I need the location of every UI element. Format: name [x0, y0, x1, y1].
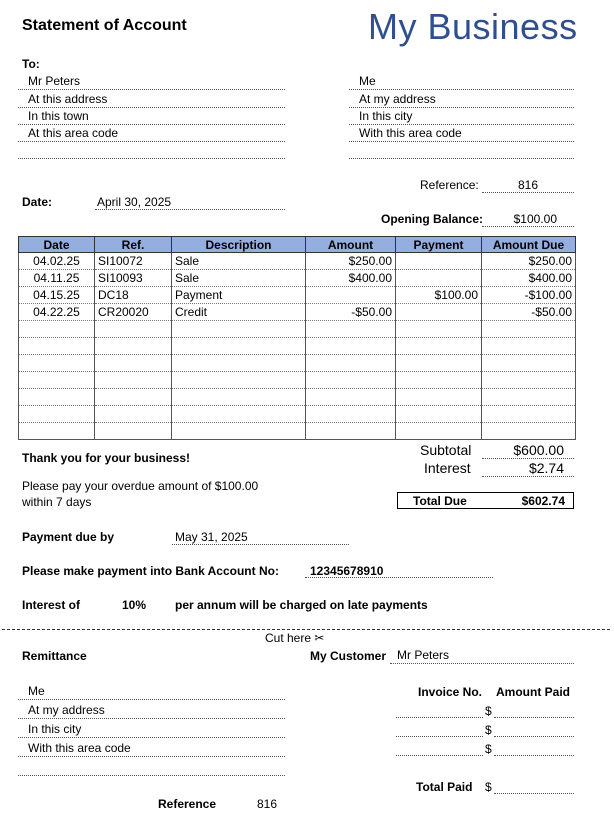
total-paid-label: Total Paid	[416, 780, 473, 794]
opening-balance-value: $100.00	[513, 212, 557, 226]
payment-due-label: Payment due by	[22, 530, 115, 544]
total-due-value: $602.74	[521, 494, 565, 508]
column-header-date: Date	[19, 237, 95, 253]
cell-amount-due: -$100.00	[482, 287, 576, 304]
table-header-row	[19, 237, 576, 253]
cell-payment	[396, 406, 482, 423]
column-header-description: Description	[172, 237, 306, 253]
overdue-message-line1: Please pay your overdue amount of $100.00	[22, 479, 259, 493]
table-row	[19, 355, 576, 372]
column-header-amount: Amount	[306, 237, 396, 253]
currency-symbol: $	[485, 780, 492, 794]
remittance-reference-label: Reference	[158, 797, 217, 811]
cell-amount	[306, 406, 396, 423]
cell-date	[19, 406, 95, 423]
column-header-ref: Ref.	[95, 237, 172, 253]
cell-date	[19, 338, 95, 355]
cell-amount	[306, 321, 396, 338]
cell-ref: DC18	[95, 287, 172, 304]
cell-date: 04.22.25	[19, 304, 95, 321]
cell-date	[19, 321, 95, 338]
interest-terms-label: Interest of	[22, 598, 81, 612]
subtotal-label: Subtotal	[420, 442, 472, 458]
cell-amount	[306, 338, 396, 355]
remittance-reference-value: 816	[257, 797, 278, 811]
customer-address-line: Mr Peters	[18, 73, 285, 90]
table-row	[19, 423, 576, 440]
cell-payment	[396, 253, 482, 270]
interest-rate: 10%	[122, 598, 147, 612]
amount-paid-header: Amount Paid	[496, 685, 570, 699]
currency-symbol: $	[485, 704, 492, 718]
bank-label: Please make payment into Bank Account No:	[22, 564, 279, 578]
cell-amount-due: $250.00	[482, 253, 576, 270]
table-row	[19, 338, 576, 355]
cell-date	[19, 355, 95, 372]
subtotal-value: $600.00	[513, 442, 564, 458]
remittance-address-line: With this area code	[18, 740, 285, 757]
business-logo-text: My Business	[368, 6, 578, 47]
column-header-amount-due: Amount Due	[482, 237, 576, 253]
table-row	[19, 304, 576, 321]
cell-payment	[396, 389, 482, 406]
cell-payment	[396, 304, 482, 321]
cell-date: 04.15.25	[19, 287, 95, 304]
currency-symbol: $	[485, 742, 492, 756]
cell-description	[172, 372, 306, 389]
cell-amount	[306, 372, 396, 389]
table-row	[19, 270, 576, 287]
to-label: To:	[22, 57, 40, 71]
cell-amount: -$50.00	[306, 304, 396, 321]
cell-description	[172, 321, 306, 338]
opening-balance-label: Opening Balance:	[381, 212, 484, 226]
invoice-no-header: Invoice No.	[418, 685, 483, 699]
column-header-payment: Payment	[396, 237, 482, 253]
cell-payment	[396, 321, 482, 338]
table-row	[19, 253, 576, 270]
cell-ref	[95, 389, 172, 406]
cell-payment	[396, 372, 482, 389]
table-row	[19, 321, 576, 338]
cell-date	[19, 372, 95, 389]
cell-payment: $100.00	[396, 287, 482, 304]
cell-ref	[95, 338, 172, 355]
date-value: April 30, 2025	[97, 195, 172, 209]
cell-amount-due	[482, 321, 576, 338]
cell-description: Payment	[172, 287, 306, 304]
date-label: Date:	[22, 195, 53, 209]
bank-account-number: 12345678910	[310, 564, 384, 578]
cell-payment	[396, 355, 482, 372]
reference-value: 816	[517, 178, 539, 192]
business-address-line: In this city	[349, 108, 574, 125]
currency-symbol: $	[485, 723, 492, 737]
interest-terms-text: per annum will be charged on late payments	[175, 598, 428, 612]
table-row	[19, 406, 576, 423]
overdue-message-line2: within 7 days	[22, 495, 92, 509]
cell-date: 04.02.25	[19, 253, 95, 270]
business-address-line: Me	[349, 73, 574, 90]
business-address-line: At my address	[349, 91, 574, 108]
cell-payment	[396, 423, 482, 440]
cell-description	[172, 406, 306, 423]
cut-line	[2, 629, 610, 630]
cell-amount: $400.00	[306, 270, 396, 287]
page-title: Statement of Account	[22, 17, 187, 34]
cell-amount-due: -$50.00	[482, 304, 576, 321]
cell-description: Sale	[172, 270, 306, 287]
my-customer-label: My Customer	[310, 649, 387, 663]
remittance-title: Remittance	[22, 649, 87, 663]
thank-you-message: Thank you for your business!	[22, 451, 191, 465]
cell-amount	[306, 389, 396, 406]
cell-date	[19, 389, 95, 406]
cell-ref	[95, 423, 172, 440]
cell-ref	[95, 372, 172, 389]
customer-address-line	[18, 142, 285, 159]
reference-label: Reference:	[420, 178, 479, 192]
remittance-address-line: At my address	[18, 702, 285, 719]
cell-ref: SI10072	[95, 253, 172, 270]
table-row	[19, 389, 576, 406]
cell-description	[172, 355, 306, 372]
cell-amount-due: $400.00	[482, 270, 576, 287]
cell-amount	[306, 287, 396, 304]
cell-amount-due	[482, 372, 576, 389]
cell-amount-due	[482, 406, 576, 423]
cell-amount-due	[482, 389, 576, 406]
interest-label: Interest	[424, 460, 471, 476]
cell-ref: SI10093	[95, 270, 172, 287]
customer-address-line: At this address	[18, 91, 285, 108]
cell-date: 04.11.25	[19, 270, 95, 287]
remittance-address-line: In this city	[18, 721, 285, 738]
remittance-address-line: Me	[18, 683, 285, 700]
transactions-table	[18, 236, 576, 440]
business-address-line: With this area code	[349, 125, 574, 142]
table-row	[19, 372, 576, 389]
my-customer-value: Mr Peters	[390, 647, 574, 664]
cut-here-label: Cut here ✂	[265, 631, 325, 645]
table-row	[19, 287, 576, 304]
cell-amount-due	[482, 423, 576, 440]
payment-due-value: May 31, 2025	[175, 530, 248, 544]
cell-ref	[95, 406, 172, 423]
cell-amount	[306, 355, 396, 372]
cell-amount	[306, 423, 396, 440]
cell-payment	[396, 338, 482, 355]
cell-payment	[396, 270, 482, 287]
cell-amount-due	[482, 338, 576, 355]
cell-ref	[95, 321, 172, 338]
remittance-address-line	[18, 759, 285, 776]
total-due-label: Total Due	[413, 494, 467, 508]
cell-description: Credit	[172, 304, 306, 321]
cell-description	[172, 389, 306, 406]
cell-date	[19, 423, 95, 440]
cell-amount: $250.00	[306, 253, 396, 270]
interest-value: $2.74	[528, 460, 564, 476]
cell-description: Sale	[172, 253, 306, 270]
cell-amount-due	[482, 355, 576, 372]
cell-ref: CR20020	[95, 304, 172, 321]
customer-address-line: In this town	[18, 108, 285, 125]
cell-description	[172, 338, 306, 355]
cell-ref	[95, 355, 172, 372]
customer-address-line: At this area code	[18, 125, 285, 142]
cell-description	[172, 423, 306, 440]
business-address-line	[349, 142, 574, 159]
